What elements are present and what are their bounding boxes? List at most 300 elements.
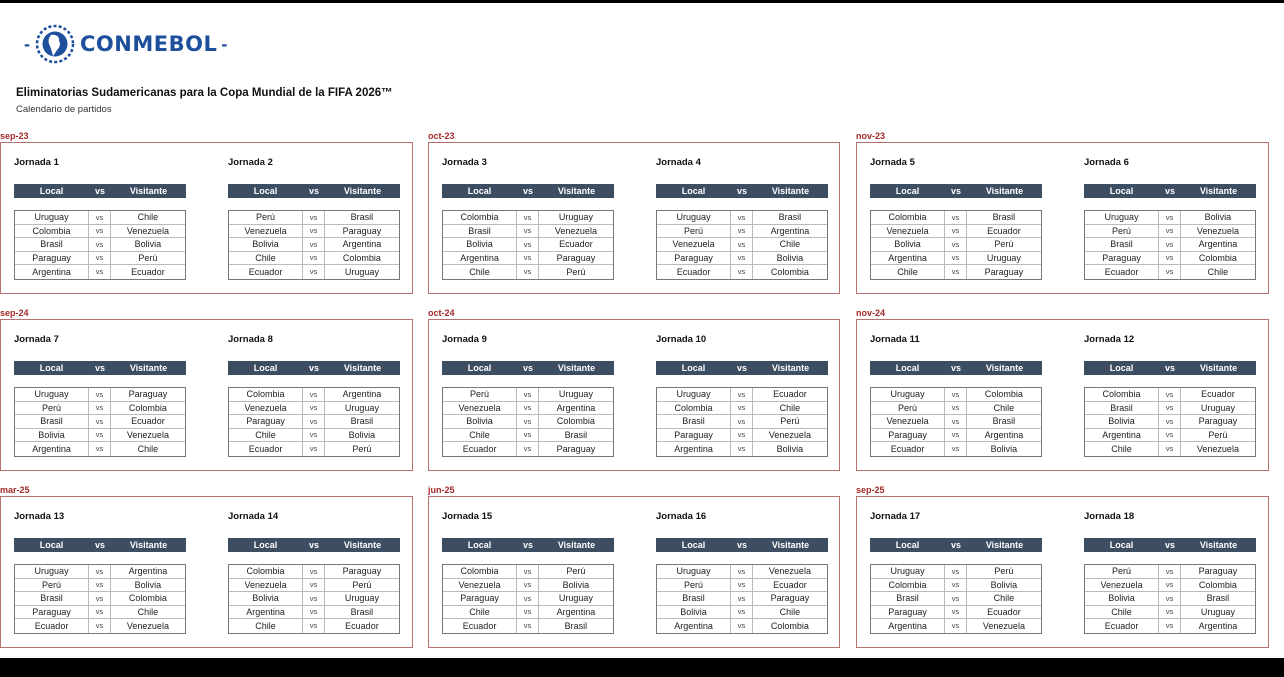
away-team: Perú bbox=[138, 252, 158, 263]
header-vs: vs bbox=[308, 540, 319, 550]
home-team: Bolivia bbox=[443, 238, 517, 251]
home-team: Bolivia bbox=[871, 238, 945, 251]
home-team: Chile bbox=[443, 265, 517, 279]
home-team: Perú bbox=[443, 388, 517, 401]
vs-label: vs bbox=[517, 579, 539, 592]
away-team: Argentina bbox=[770, 225, 810, 236]
matches-table bbox=[870, 564, 1042, 634]
match-row bbox=[1085, 211, 1255, 225]
vs-label: vs bbox=[517, 592, 539, 605]
month-label: jun-25 bbox=[428, 485, 455, 495]
vs-label: vs bbox=[303, 265, 325, 279]
match-row bbox=[657, 619, 827, 633]
away-team: Uruguay bbox=[344, 266, 379, 277]
home-team: Bolivia bbox=[1085, 592, 1159, 605]
home-team: Brasil bbox=[443, 225, 517, 238]
month-label: sep-23 bbox=[0, 131, 29, 141]
away-team: Colombia bbox=[984, 389, 1023, 400]
vs-label: vs bbox=[945, 211, 967, 224]
matches-table bbox=[870, 210, 1042, 280]
away-team: Perú bbox=[780, 416, 800, 427]
month-label: sep-25 bbox=[856, 485, 885, 495]
vs-label: vs bbox=[303, 565, 325, 578]
header-local: Local bbox=[253, 363, 278, 373]
table-header bbox=[870, 184, 1042, 198]
vs-label: vs bbox=[517, 238, 539, 251]
away-team: Uruguay bbox=[558, 593, 593, 604]
vs-label: vs bbox=[945, 429, 967, 442]
jornada-title: Jornada 9 bbox=[442, 334, 487, 345]
vs-label: vs bbox=[89, 265, 111, 279]
header-local: Local bbox=[681, 363, 706, 373]
away-team: Bolivia bbox=[134, 579, 162, 590]
vs-label: vs bbox=[303, 252, 325, 265]
vs-label: vs bbox=[303, 592, 325, 605]
month-block bbox=[856, 485, 1269, 648]
month-block bbox=[0, 485, 413, 648]
header-vs: vs bbox=[94, 186, 105, 196]
away-team: Venezuela bbox=[1196, 225, 1239, 236]
home-team: Venezuela bbox=[871, 415, 945, 428]
month-label: sep-24 bbox=[0, 308, 29, 318]
header-visitante: Visitante bbox=[129, 363, 168, 373]
vs-label: vs bbox=[731, 238, 753, 251]
match-row bbox=[15, 415, 185, 429]
home-team: Chile bbox=[443, 429, 517, 442]
away-team: Ecuador bbox=[987, 225, 1021, 236]
vs-label: vs bbox=[945, 592, 967, 605]
home-team: Ecuador bbox=[15, 619, 89, 633]
match-row bbox=[1085, 606, 1255, 620]
jornada-block bbox=[870, 157, 1042, 280]
home-team: Perú bbox=[15, 402, 89, 415]
match-row bbox=[15, 565, 185, 579]
away-team: Ecuador bbox=[131, 266, 165, 277]
matches-table bbox=[442, 564, 614, 634]
home-team: Uruguay bbox=[15, 211, 89, 224]
away-team: Brasil bbox=[350, 212, 374, 223]
jornada-title: Jornada 7 bbox=[14, 334, 59, 345]
away-team: Bolivia bbox=[776, 252, 804, 263]
table-header bbox=[870, 361, 1042, 375]
match-row bbox=[443, 606, 613, 620]
home-team: Bolivia bbox=[229, 238, 303, 251]
header-local: Local bbox=[895, 540, 920, 550]
away-team: Venezuela bbox=[982, 620, 1025, 631]
match-row bbox=[15, 606, 185, 620]
header-vs: vs bbox=[736, 186, 747, 196]
header-local: Local bbox=[467, 186, 492, 196]
match-row bbox=[229, 429, 399, 443]
home-team: Uruguay bbox=[657, 211, 731, 224]
away-team: Argentina bbox=[128, 566, 168, 577]
vs-label: vs bbox=[945, 579, 967, 592]
away-team: Paraguay bbox=[342, 566, 382, 577]
match-row bbox=[15, 592, 185, 606]
month-block bbox=[0, 131, 413, 294]
match-row bbox=[229, 402, 399, 416]
home-team: Venezuela bbox=[229, 225, 303, 238]
header-local: Local bbox=[1109, 540, 1134, 550]
jornada-block bbox=[14, 157, 186, 280]
table-header bbox=[14, 538, 186, 552]
home-team: Colombia bbox=[871, 579, 945, 592]
home-team: Colombia bbox=[871, 211, 945, 224]
header-vs: vs bbox=[94, 363, 105, 373]
home-team: Ecuador bbox=[871, 442, 945, 456]
header-local: Local bbox=[681, 540, 706, 550]
home-team: Brasil bbox=[15, 238, 89, 251]
vs-label: vs bbox=[945, 265, 967, 279]
match-row bbox=[229, 592, 399, 606]
vs-label: vs bbox=[89, 402, 111, 415]
vs-label: vs bbox=[945, 252, 967, 265]
vs-label: vs bbox=[1159, 238, 1181, 251]
match-row bbox=[443, 415, 613, 429]
vs-label: vs bbox=[517, 429, 539, 442]
table-header bbox=[870, 538, 1042, 552]
vs-label: vs bbox=[89, 579, 111, 592]
jornada-block bbox=[442, 511, 614, 634]
month-block bbox=[0, 308, 413, 471]
match-row bbox=[229, 225, 399, 239]
vs-label: vs bbox=[89, 429, 111, 442]
home-team: Chile bbox=[229, 252, 303, 265]
vs-label: vs bbox=[89, 388, 111, 401]
away-team: Ecuador bbox=[773, 389, 807, 400]
home-team: Bolivia bbox=[443, 415, 517, 428]
vs-label: vs bbox=[731, 265, 753, 279]
away-team: Chile bbox=[993, 593, 1015, 604]
match-row bbox=[657, 388, 827, 402]
jornada-title: Jornada 13 bbox=[14, 511, 65, 522]
vs-label: vs bbox=[517, 415, 539, 428]
vs-label: vs bbox=[731, 579, 753, 592]
header-visitante: Visitante bbox=[557, 363, 596, 373]
jornada-title: Jornada 10 bbox=[656, 334, 707, 345]
home-team: Colombia bbox=[657, 402, 731, 415]
header-visitante: Visitante bbox=[985, 363, 1024, 373]
vs-label: vs bbox=[945, 565, 967, 578]
away-team: Brasil bbox=[1206, 593, 1230, 604]
header-local: Local bbox=[681, 186, 706, 196]
match-row bbox=[443, 565, 613, 579]
away-team: Perú bbox=[994, 566, 1014, 577]
header-local: Local bbox=[253, 186, 278, 196]
header-vs: vs bbox=[950, 186, 961, 196]
home-team: Colombia bbox=[229, 388, 303, 401]
home-team: Chile bbox=[1085, 442, 1159, 456]
month-label: nov-24 bbox=[856, 308, 886, 318]
vs-label: vs bbox=[1159, 225, 1181, 238]
match-row bbox=[1085, 579, 1255, 593]
vs-label: vs bbox=[1159, 402, 1181, 415]
vs-label: vs bbox=[731, 606, 753, 619]
table-header bbox=[442, 361, 614, 375]
table-header bbox=[1084, 361, 1256, 375]
home-team: Venezuela bbox=[229, 579, 303, 592]
jornada-title: Jornada 3 bbox=[442, 157, 487, 168]
away-team: Ecuador bbox=[559, 239, 593, 250]
match-row bbox=[15, 265, 185, 279]
jornada-block bbox=[870, 511, 1042, 634]
header-visitante: Visitante bbox=[343, 540, 382, 550]
away-team: Venezuela bbox=[126, 429, 169, 440]
table-header bbox=[656, 184, 828, 198]
vs-label: vs bbox=[517, 565, 539, 578]
jornada-block bbox=[442, 334, 614, 457]
match-row bbox=[871, 619, 1041, 633]
away-team: Brasil bbox=[992, 212, 1016, 223]
vs-label: vs bbox=[731, 225, 753, 238]
month-block bbox=[856, 131, 1269, 294]
match-row bbox=[871, 238, 1041, 252]
away-team: Chile bbox=[1207, 266, 1229, 277]
header-visitante: Visitante bbox=[985, 540, 1024, 550]
conmebol-logo bbox=[20, 22, 231, 66]
home-team: Uruguay bbox=[15, 388, 89, 401]
home-team: Colombia bbox=[443, 565, 517, 578]
match-row bbox=[871, 579, 1041, 593]
match-row bbox=[15, 402, 185, 416]
vs-label: vs bbox=[1159, 265, 1181, 279]
away-team: Colombia bbox=[556, 416, 595, 427]
match-row bbox=[1085, 402, 1255, 416]
away-team: Ecuador bbox=[131, 416, 165, 427]
month-block bbox=[428, 131, 840, 294]
away-team: Argentina bbox=[342, 389, 382, 400]
home-team: Brasil bbox=[657, 592, 731, 605]
away-team: Uruguay bbox=[344, 593, 379, 604]
table-header bbox=[14, 184, 186, 198]
vs-label: vs bbox=[731, 211, 753, 224]
table-header bbox=[442, 184, 614, 198]
home-team: Venezuela bbox=[1085, 579, 1159, 592]
month-label: mar-25 bbox=[0, 485, 30, 495]
home-team: Brasil bbox=[15, 592, 89, 605]
match-row bbox=[1085, 265, 1255, 279]
vs-label: vs bbox=[731, 252, 753, 265]
match-row bbox=[229, 579, 399, 593]
jornada-title: Jornada 4 bbox=[656, 157, 701, 168]
match-row bbox=[871, 442, 1041, 456]
header-visitante: Visitante bbox=[771, 540, 810, 550]
home-team: Perú bbox=[871, 402, 945, 415]
vs-label: vs bbox=[731, 429, 753, 442]
home-team: Uruguay bbox=[1085, 211, 1159, 224]
home-team: Perú bbox=[229, 211, 303, 224]
header-vs: vs bbox=[736, 363, 747, 373]
home-team: Venezuela bbox=[871, 225, 945, 238]
vs-label: vs bbox=[89, 252, 111, 265]
match-row bbox=[443, 388, 613, 402]
away-team: Ecuador bbox=[345, 620, 379, 631]
header-visitante: Visitante bbox=[129, 186, 168, 196]
home-team: Paraguay bbox=[657, 429, 731, 442]
match-row bbox=[657, 225, 827, 239]
vs-label: vs bbox=[303, 619, 325, 633]
away-team: Chile bbox=[137, 606, 159, 617]
home-team: Chile bbox=[1085, 606, 1159, 619]
table-header bbox=[228, 361, 400, 375]
month-block bbox=[428, 485, 840, 648]
home-team: Perú bbox=[657, 225, 731, 238]
vs-label: vs bbox=[303, 606, 325, 619]
away-team: Paraguay bbox=[1198, 566, 1238, 577]
table-header bbox=[14, 361, 186, 375]
away-team: Venezuela bbox=[1196, 443, 1239, 454]
vs-label: vs bbox=[945, 619, 967, 633]
match-row bbox=[871, 415, 1041, 429]
home-team: Ecuador bbox=[1085, 619, 1159, 633]
home-team: Uruguay bbox=[657, 388, 731, 401]
away-team: Paraguay bbox=[342, 225, 382, 236]
match-row bbox=[15, 388, 185, 402]
home-team: Chile bbox=[229, 619, 303, 633]
vs-label: vs bbox=[89, 238, 111, 251]
away-team: Venezuela bbox=[126, 620, 169, 631]
jornada-title: Jornada 16 bbox=[656, 511, 707, 522]
home-team: Argentina bbox=[657, 442, 731, 456]
match-row bbox=[443, 225, 613, 239]
header-local: Local bbox=[1109, 186, 1134, 196]
vs-label: vs bbox=[945, 402, 967, 415]
month-label: oct-24 bbox=[428, 308, 455, 318]
away-team: Chile bbox=[137, 443, 159, 454]
vs-label: vs bbox=[303, 579, 325, 592]
logo-dash-left: - bbox=[24, 33, 30, 54]
match-row bbox=[657, 415, 827, 429]
home-team: Brasil bbox=[657, 415, 731, 428]
vs-label: vs bbox=[89, 592, 111, 605]
header-vs: vs bbox=[94, 540, 105, 550]
away-team: Brasil bbox=[564, 429, 588, 440]
match-row bbox=[229, 565, 399, 579]
match-row bbox=[657, 252, 827, 266]
jornada-block bbox=[14, 334, 186, 457]
home-team: Ecuador bbox=[1085, 265, 1159, 279]
match-row bbox=[1085, 619, 1255, 633]
match-row bbox=[15, 429, 185, 443]
matches-table bbox=[228, 564, 400, 634]
home-team: Paraguay bbox=[15, 606, 89, 619]
away-team: Bolivia bbox=[776, 443, 804, 454]
match-row bbox=[1085, 442, 1255, 456]
header-vs: vs bbox=[522, 186, 533, 196]
away-team: Brasil bbox=[350, 416, 374, 427]
away-team: Uruguay bbox=[344, 402, 379, 413]
away-team: Uruguay bbox=[558, 212, 593, 223]
jornada-block bbox=[228, 334, 400, 457]
match-row bbox=[443, 211, 613, 225]
away-team: Paraguay bbox=[1198, 416, 1238, 427]
match-row bbox=[871, 606, 1041, 620]
away-team: Argentina bbox=[984, 429, 1024, 440]
matches-table bbox=[14, 564, 186, 634]
match-row bbox=[443, 252, 613, 266]
match-row bbox=[657, 429, 827, 443]
home-team: Argentina bbox=[1085, 429, 1159, 442]
header-vs: vs bbox=[950, 363, 961, 373]
away-team: Perú bbox=[994, 239, 1014, 250]
match-row bbox=[657, 265, 827, 279]
matches-table bbox=[1084, 387, 1256, 457]
vs-label: vs bbox=[731, 565, 753, 578]
away-team: Chile bbox=[993, 402, 1015, 413]
home-team: Ecuador bbox=[229, 265, 303, 279]
home-team: Argentina bbox=[15, 442, 89, 456]
home-team: Ecuador bbox=[229, 442, 303, 456]
away-team: Colombia bbox=[342, 252, 381, 263]
jornada-block bbox=[228, 511, 400, 634]
vs-label: vs bbox=[945, 442, 967, 456]
top-border bbox=[0, 0, 1284, 3]
table-header bbox=[228, 538, 400, 552]
jornada-block bbox=[656, 511, 828, 634]
header-visitante: Visitante bbox=[1199, 186, 1238, 196]
vs-label: vs bbox=[731, 415, 753, 428]
vs-label: vs bbox=[945, 415, 967, 428]
jornada-title: Jornada 17 bbox=[870, 511, 921, 522]
home-team: Bolivia bbox=[1085, 415, 1159, 428]
header-visitante: Visitante bbox=[343, 363, 382, 373]
match-row bbox=[443, 619, 613, 633]
jornada-title: Jornada 18 bbox=[1084, 511, 1135, 522]
away-team: Perú bbox=[352, 443, 372, 454]
home-team: Argentina bbox=[871, 252, 945, 265]
away-team: Ecuador bbox=[1201, 389, 1235, 400]
vs-label: vs bbox=[731, 402, 753, 415]
vs-label: vs bbox=[945, 238, 967, 251]
home-team: Brasil bbox=[1085, 402, 1159, 415]
match-row bbox=[15, 442, 185, 456]
away-team: Perú bbox=[352, 579, 372, 590]
match-row bbox=[871, 265, 1041, 279]
away-team: Perú bbox=[566, 266, 586, 277]
home-team: Colombia bbox=[15, 225, 89, 238]
match-row bbox=[657, 238, 827, 252]
header-local: Local bbox=[39, 540, 64, 550]
match-row bbox=[657, 442, 827, 456]
home-team: Bolivia bbox=[15, 429, 89, 442]
away-team: Argentina bbox=[342, 239, 382, 250]
away-team: Argentina bbox=[556, 606, 596, 617]
match-row bbox=[1085, 238, 1255, 252]
home-team: Brasil bbox=[871, 592, 945, 605]
header-vs: vs bbox=[308, 363, 319, 373]
header-visitante: Visitante bbox=[1199, 363, 1238, 373]
home-team: Colombia bbox=[229, 565, 303, 578]
jornada-block bbox=[1084, 157, 1256, 280]
home-team: Paraguay bbox=[229, 415, 303, 428]
page-subtitle: Calendario de partidos bbox=[16, 104, 112, 115]
jornada-block bbox=[656, 157, 828, 280]
jornada-title: Jornada 15 bbox=[442, 511, 493, 522]
home-team: Colombia bbox=[1085, 388, 1159, 401]
match-row bbox=[15, 225, 185, 239]
vs-label: vs bbox=[303, 429, 325, 442]
away-team: Colombia bbox=[770, 266, 809, 277]
match-row bbox=[1085, 225, 1255, 239]
vs-label: vs bbox=[303, 238, 325, 251]
match-row bbox=[1085, 592, 1255, 606]
home-team: Venezuela bbox=[229, 402, 303, 415]
vs-label: vs bbox=[731, 388, 753, 401]
home-team: Chile bbox=[443, 606, 517, 619]
home-team: Ecuador bbox=[443, 442, 517, 456]
match-row bbox=[229, 619, 399, 633]
vs-label: vs bbox=[89, 415, 111, 428]
